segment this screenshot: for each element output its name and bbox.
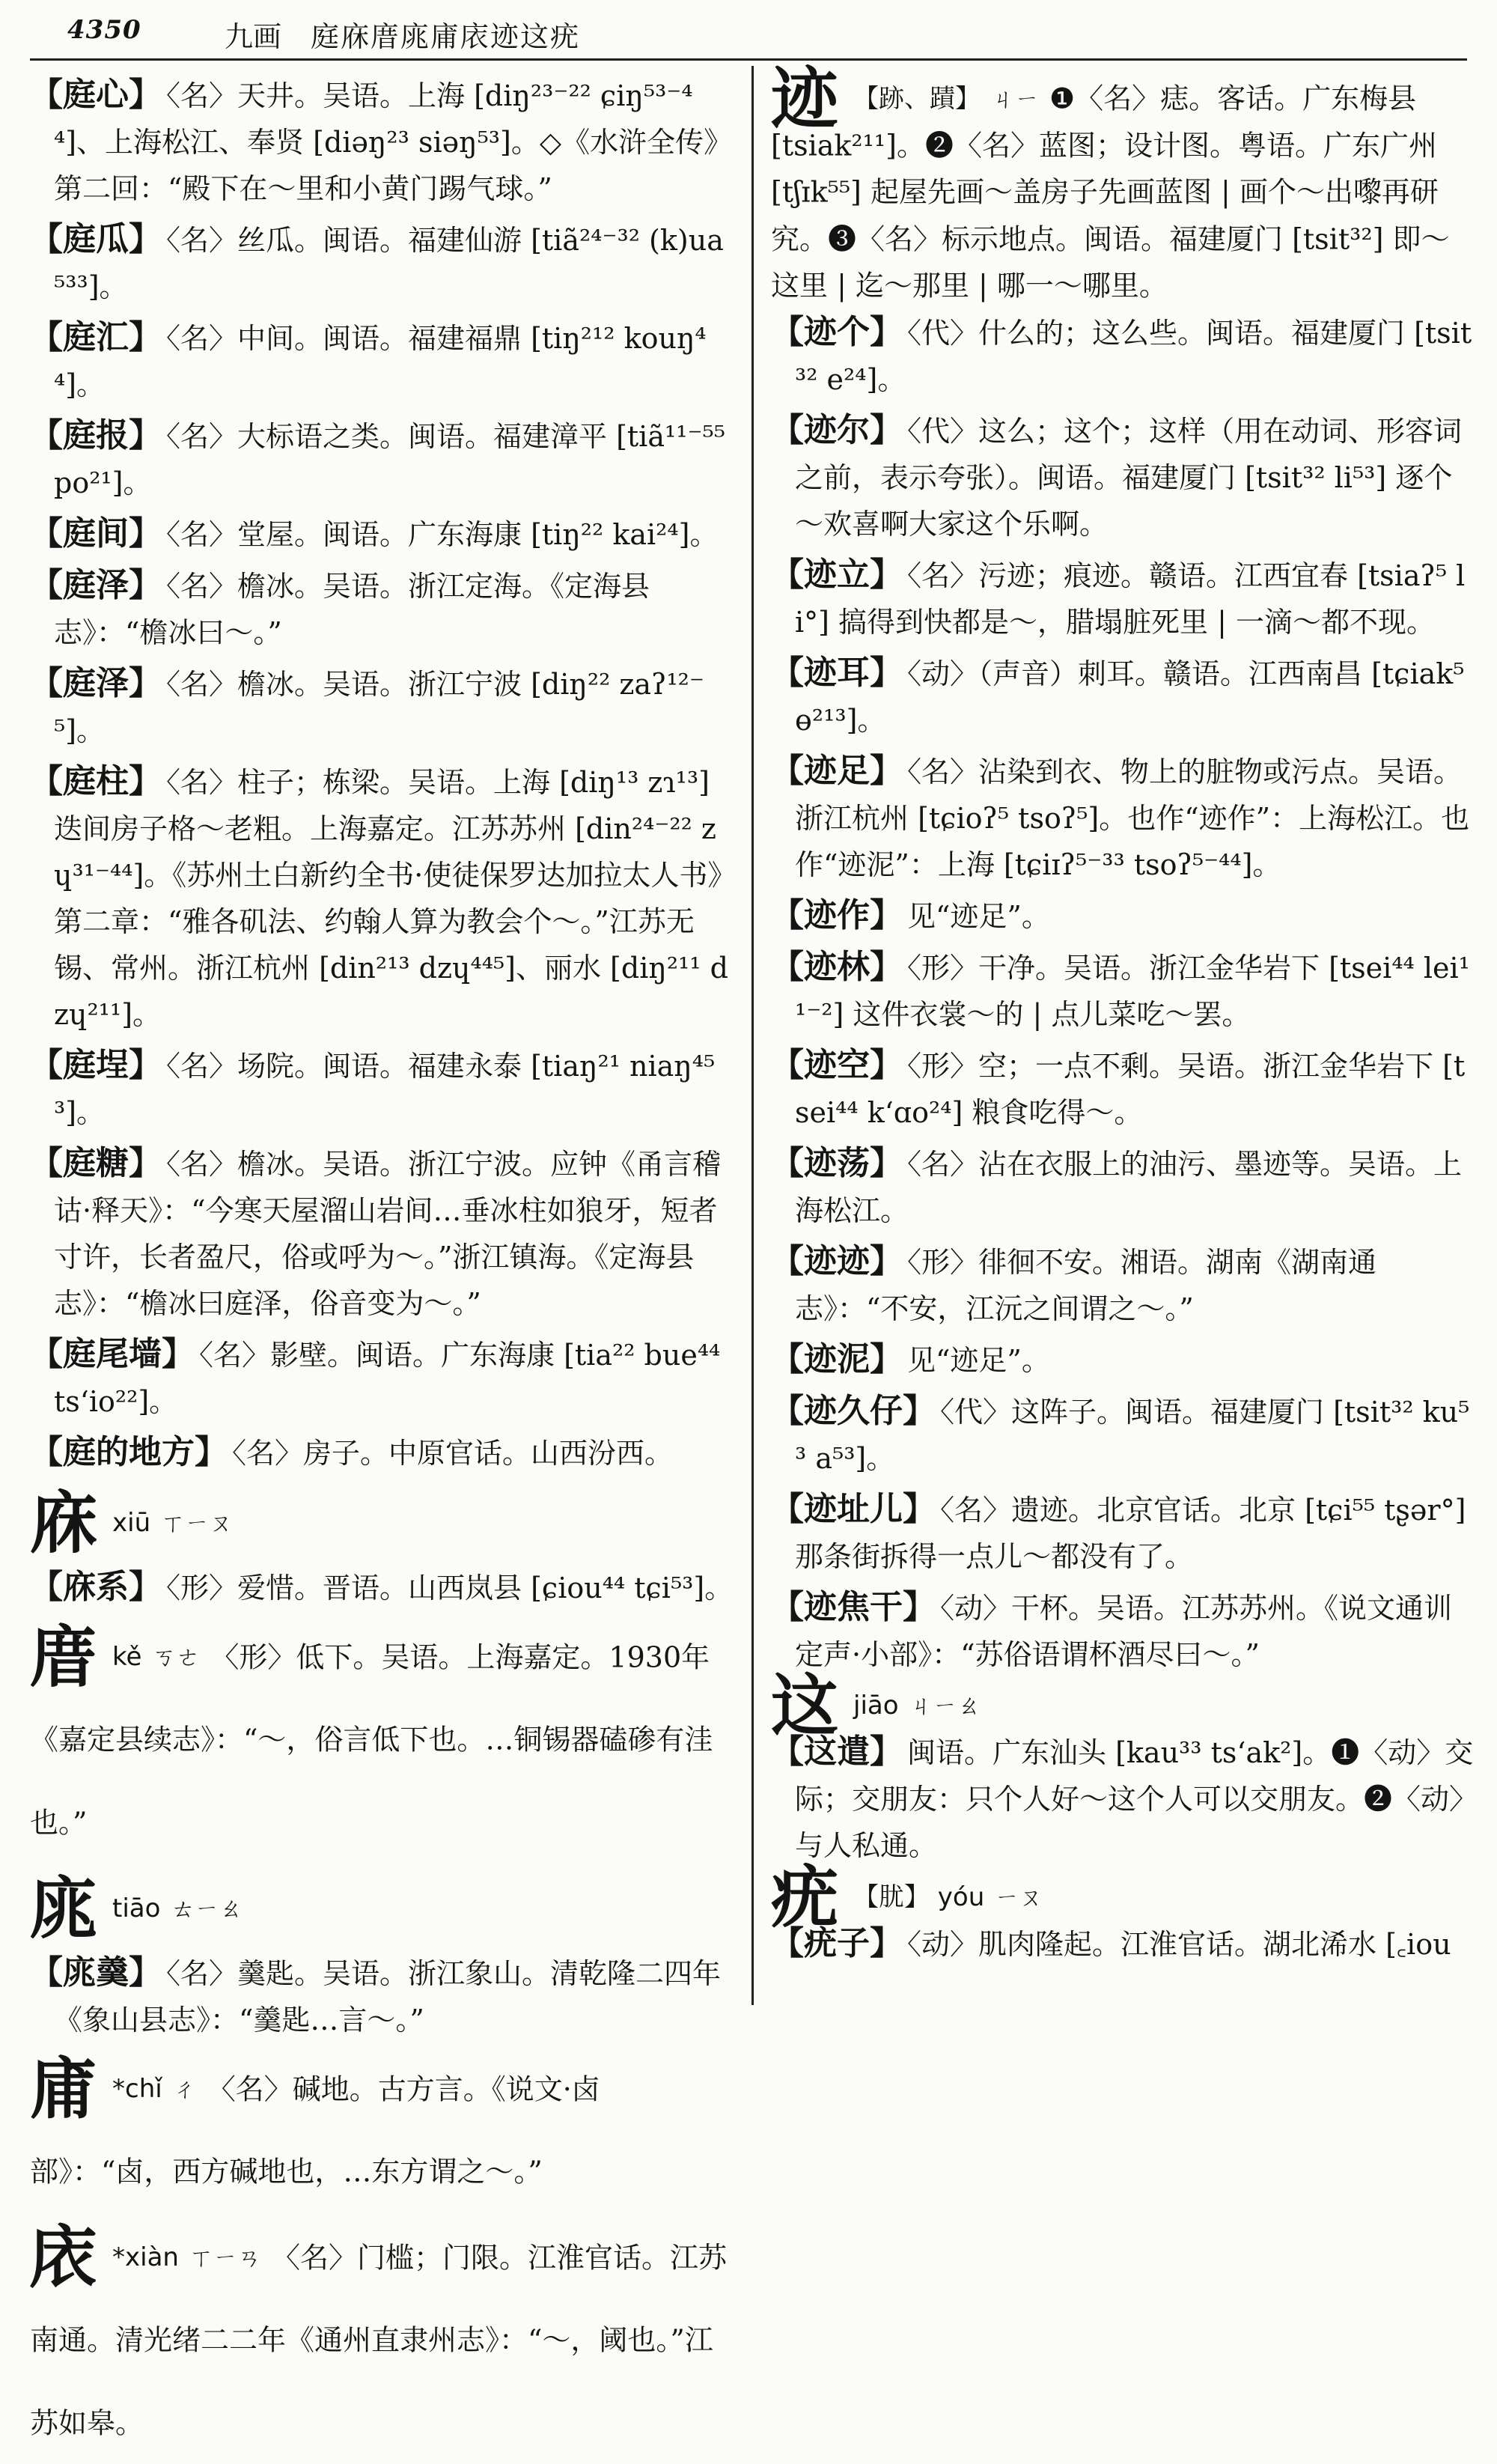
entry-definition: 〈名〉沾在衣服上的油污、墨迹等。吴语。上海松江。 [795, 1148, 1462, 1227]
entry-definition: 〈名〉遗迹。北京官话。北京 [tɕi⁵⁵ tʂər°] 那条街拆得一点儿～都没有了。 [795, 1494, 1466, 1573]
dictionary-entry [30, 1140, 734, 1327]
entry-definition: 〈代〉这阵子。闽语。福建厦门 [tsit³² ku⁵³ a⁵³]。 [795, 1396, 1469, 1475]
page-number: 4350 [67, 15, 141, 45]
head-character: 庣 [30, 1869, 97, 1948]
entry-headword: 【迹泥】 [771, 1340, 903, 1378]
entry-definition: 〈代〉什么的；这么些。闽语。福建厦门 [tsit³² e²⁴]。 [795, 317, 1472, 396]
column-divider [751, 66, 754, 2005]
entry-headword: 【这遣】 [771, 1733, 903, 1771]
entry-definition: 〈动〉肌肉隆起。江淮官话。湖北浠水 [꜀iou [907, 1928, 1451, 1961]
entry-definition: 〈名〉中间。闽语。福建福鼎 [tiŋ²¹² kouŋ⁴⁴]。 [54, 322, 707, 401]
head-definition: 〈形〉低下。吴语。上海嘉定。1930年《嘉定县续志》：“～，俗言低下也。…铜锡器磕碜有洼也。” [30, 1640, 713, 1839]
entry-headword: 【庭柱】 [30, 762, 162, 800]
entry-headword: 【庭泽】 [30, 664, 162, 702]
zhuyin: ㄐㄧㄠ [909, 1691, 981, 1720]
zhuyin: ㄊㄧㄠ [171, 1894, 243, 1923]
entry-headword: 【迹空】 [771, 1046, 903, 1084]
entry-headword: 【庥系】 [30, 1568, 162, 1606]
pinyin: 【跡、蹟】 [853, 84, 981, 114]
entry-definition: 〈名〉堂屋。闽语。广东海康 [tiŋ²² kai²⁴]。 [166, 518, 718, 551]
entry-definition: 见“迹足”。 [907, 1344, 1050, 1377]
entry-definition: 〈名〉柱子；栋梁。吴语。上海 [diŋ¹³ zɿ¹³] 迭间房子格～老粗。上海嘉定。江苏苏州 [din²⁴⁻²² zɥ³¹⁻⁴⁴]。《苏州土白新约全书·使徒保罗达加拉太人书》第二章：“雅各矶法、约翰人算为教会个～。”江苏无锡、常州。浙江杭州 [din²¹³ dzɥ⁴⁴⁵]、丽水 [diŋ²¹¹ dzɥ²¹¹]。 [54, 766, 728, 1031]
entry-definition: 〈形〉空；一点不剩。吴语。浙江金华岩下 [tsei⁴⁴ kʻɑo²⁴] 粮食吃得～。 [795, 1050, 1465, 1129]
entry-definition: 〈名〉天井。吴语。上海 [diŋ²³⁻²² ɕiŋ⁵³⁻⁴⁴]、上海松江、奉贤 [diəŋ²³ siəŋ⁵³]。◇《水浒全传》第二回：“殿下在～里和小黄门踢气球。” [54, 79, 732, 205]
entry-headword: 【庭报】 [30, 416, 162, 454]
head-character: 庯 [30, 2049, 97, 2129]
entry-headword: 【迹荡】 [771, 1144, 903, 1182]
head-character-entry [30, 1616, 734, 1864]
dictionary-entry [30, 72, 734, 212]
entry-headword: 【迹作】 [771, 896, 903, 934]
head-definition: ❶〈名〉痣。客话。广东梅县 [tsiak²¹¹]。❷〈名〉蓝图；设计图。粤语。广东广州 [tʃɪk⁵⁵] 起屋先画～盖房子先画蓝图 | 画个～出嚟再研究。❸〈名〉标示地点。闽语。福建厦门 [tsit³²] 即～这里 | 迄～那里 | 哪一～哪里。 [771, 82, 1449, 302]
zhuyin: ㄧㄡ [995, 1883, 1043, 1911]
entry-definition: 〈名〉房子。中原官话。山西汾西。 [232, 1437, 673, 1470]
dictionary-entry [771, 892, 1475, 940]
pinyin: tiāo [112, 1893, 160, 1923]
pinyin: *chǐ [112, 2074, 162, 2104]
dictionary-entry [771, 748, 1475, 888]
dictionary-entry [771, 552, 1475, 645]
entry-definition: 〈动〉（声音）刺耳。赣语。江西南昌 [tɕiak⁵ ɵ²¹³]。 [795, 657, 1465, 737]
dictionary-entry [771, 1486, 1475, 1580]
entry-headword: 【迹立】 [771, 556, 903, 594]
entry-headword: 【迹个】 [771, 313, 903, 351]
left-column [30, 72, 734, 2015]
entry-headword: 【庭的地方】 [30, 1433, 228, 1471]
entry-definition: 〈名〉羹匙。吴语。浙江象山。清乾隆二四年《象山县志》：“羹匙…言～。” [54, 1957, 721, 2036]
entry-headword: 【庭尾墙】 [30, 1335, 195, 1373]
entry-headword: 【迹足】 [771, 752, 903, 790]
entry-headword: 【庭糖】 [30, 1144, 162, 1182]
dictionary-entry [771, 1920, 1475, 1968]
pinyin: xiū [112, 1508, 150, 1538]
entry-definition: 〈形〉徘徊不安。湘语。湖南《湖南通志》：“不安，江沅之间谓之～。” [795, 1246, 1376, 1325]
entry-definition: 〈名〉丝瓜。闽语。福建仙游 [tiã²⁴⁻³² (k)ua⁵³³]。 [54, 224, 724, 303]
dictionary-entry [30, 314, 734, 408]
zhuyin: ㄒㄧㄢ [189, 2243, 261, 2272]
dictionary-entry [30, 562, 734, 656]
zhuyin: ㄐㄧ [991, 85, 1039, 113]
zhuyin: ㄒㄧㄡ [161, 1509, 233, 1537]
head-definition: 〈名〉门槛；门限。江淮官话。江苏南通。清光绪二二年《通州直隶州志》：“～，阈也。”江苏如皋。 [30, 2241, 727, 2439]
head-definition: 〈名〉碱地。古方言。《说文·卤部》：“卤，西方碱地也，…东方谓之～。” [30, 2072, 600, 2188]
entry-headword: 【庭汇】 [30, 318, 162, 356]
section-label: 九画 [225, 13, 281, 55]
entry-headword: 【迹林】 [771, 948, 903, 986]
entry-definition: 〈代〉这么；这个；这样（用在动词、形容词之前，表示夸张）。闽语。福建厦门 [tsit³² li⁵³] 逐个～欢喜啊大家这个乐啊。 [795, 415, 1462, 541]
entry-headword: 【迹耳】 [771, 654, 903, 692]
entry-headword: 【庣羹】 [30, 1953, 162, 1992]
dictionary-entry [30, 1429, 734, 1476]
entry-headword: 【迹迹】 [771, 1242, 903, 1280]
entry-headword: 【庭泽】 [30, 566, 162, 604]
head-character: 疣 [771, 1858, 838, 1937]
entry-definition: 〈名〉场院。闽语。福建永泰 [tiaŋ²¹ niaŋ⁴⁵³]。 [54, 1050, 715, 1129]
entry-headword: 【庭瓜】 [30, 220, 162, 258]
pinyin: *xiàn [112, 2242, 179, 2272]
entry-headword: 【迹尔】 [771, 411, 903, 449]
entry-headword: 【迹址儿】 [771, 1490, 936, 1528]
dictionary-entry [771, 309, 1475, 403]
dictionary-entry [30, 660, 734, 754]
pinyin: kě [112, 1642, 141, 1672]
entry-definition: 〈名〉污迹；痕迹。赣语。江西宜春 [tsiaʔ⁵ li°] 搞得到快都是～，腊塌脏死里 | 一滴～都不现。 [795, 559, 1465, 639]
dictionary-entry [30, 216, 734, 310]
entry-definition: 〈形〉干净。吴语。浙江金华岩下 [tsei⁴⁴ lei¹¹⁻²] 这件衣裳～的 | 点儿菜吃～罢。 [795, 952, 1470, 1031]
head-character: 庴 [30, 1617, 97, 1697]
dictionary-entry [771, 1140, 1475, 1234]
entry-headword: 【庭间】 [30, 514, 162, 553]
head-character-entry [30, 2048, 734, 2213]
head-character-entry [771, 1873, 1475, 1920]
head-character-entry [771, 1682, 1475, 1730]
pinyin: 【肬】 yóu [853, 1882, 984, 1912]
entry-definition: 〈名〉沾染到衣、物上的脏物或污点。吴语。浙江杭州 [tɕioʔ⁵ tsoʔ⁵]。也作“迹作”：上海松江。也作“迹泥”：上海 [tɕiɪʔ⁵⁻³³ tsoʔ⁵⁻⁴⁴]。 [795, 755, 1469, 881]
entry-headword: 【迹久仔】 [771, 1392, 936, 1430]
head-character: 这 [771, 1666, 838, 1745]
entry-definition: 〈名〉檐冰。吴语。浙江宁波。应钟《甬言稽诂·释天》：“今寒天屋溜山岩间…垂冰柱如狼牙，短者寸许，长者盈尺，俗或呼为～。”浙江镇海。《定海县志》：“檐冰曰庭泽，俗音变为～。” [54, 1148, 721, 1320]
entry-definition: 〈名〉大标语之类。闽语。福建漳平 [tiã¹¹⁻⁵⁵ po²¹]。 [54, 420, 725, 499]
head-character: 庡 [30, 2218, 97, 2297]
dictionary-entry [30, 1331, 734, 1425]
head-character-entry [30, 1481, 734, 1564]
entry-definition: 见“迹足”。 [907, 900, 1050, 933]
head-character-entry [30, 2216, 734, 2464]
dictionary-entry [30, 758, 734, 1038]
entry-definition: 〈名〉影壁。闽语。广东海康 [tia²² bue⁴⁴ tsʻio²²]。 [54, 1339, 720, 1418]
head-character: 迹 [771, 59, 838, 139]
head-character: 庥 [30, 1483, 97, 1563]
dictionary-entry [771, 1336, 1475, 1384]
dictionary-entry [30, 413, 734, 506]
dictionary-entry [771, 1388, 1475, 1482]
entry-definition: 闽语。广东汕头 [kau³³ tsʻak²]。❶〈动〉交际；交朋友：只个人好～这个人可以交朋友。❷〈动〉与人私通。 [795, 1736, 1473, 1862]
pinyin: jiāo [853, 1691, 899, 1721]
dictionary-entry [30, 1950, 734, 2043]
entry-definition: 〈动〉干杯。吴语。江苏苏州。《说文通训定声·小部》：“苏俗语谓杯酒尽曰～。” [795, 1592, 1452, 1671]
dictionary-entry [771, 407, 1475, 547]
dictionary-entry [771, 650, 1475, 743]
dictionary-entry [30, 511, 734, 558]
head-character-entry [771, 75, 1475, 309]
entry-headword: 【疣子】 [771, 1924, 903, 1962]
dictionary-entry [771, 1238, 1475, 1332]
entry-definition: 〈名〉檐冰。吴语。浙江定海。《定海县志》：“檐冰曰～。” [54, 570, 650, 649]
running-head-characters: 庭庥庴庣庯庡迹这疣 [311, 13, 580, 55]
page-header [45, 10, 1467, 54]
zhuyin: ㄎㄜ [152, 1643, 200, 1671]
dictionary-entry [771, 1042, 1475, 1136]
entry-definition: 〈名〉檐冰。吴语。浙江宁波 [diŋ²² zaʔ¹²⁻⁵]。 [54, 668, 704, 747]
zhuyin: ㄔ [173, 2075, 197, 2103]
header-rule [30, 58, 1467, 61]
head-character-entry [30, 1867, 734, 1950]
dictionary-entry [771, 944, 1475, 1038]
dictionary-entry [30, 1564, 734, 1611]
right-column [771, 72, 1475, 2015]
entry-headword: 【庭心】 [30, 76, 162, 114]
dictionary-entry [771, 1584, 1475, 1678]
entry-definition: 〈形〉爱惜。晋语。山西岚县 [ɕiou⁴⁴ tɕi⁵³]。 [166, 1572, 733, 1604]
dictionary-entry [771, 1729, 1475, 1869]
entry-headword: 【迹焦干】 [771, 1588, 936, 1626]
entry-headword: 【庭埕】 [30, 1046, 162, 1084]
dictionary-entry [30, 1042, 734, 1136]
